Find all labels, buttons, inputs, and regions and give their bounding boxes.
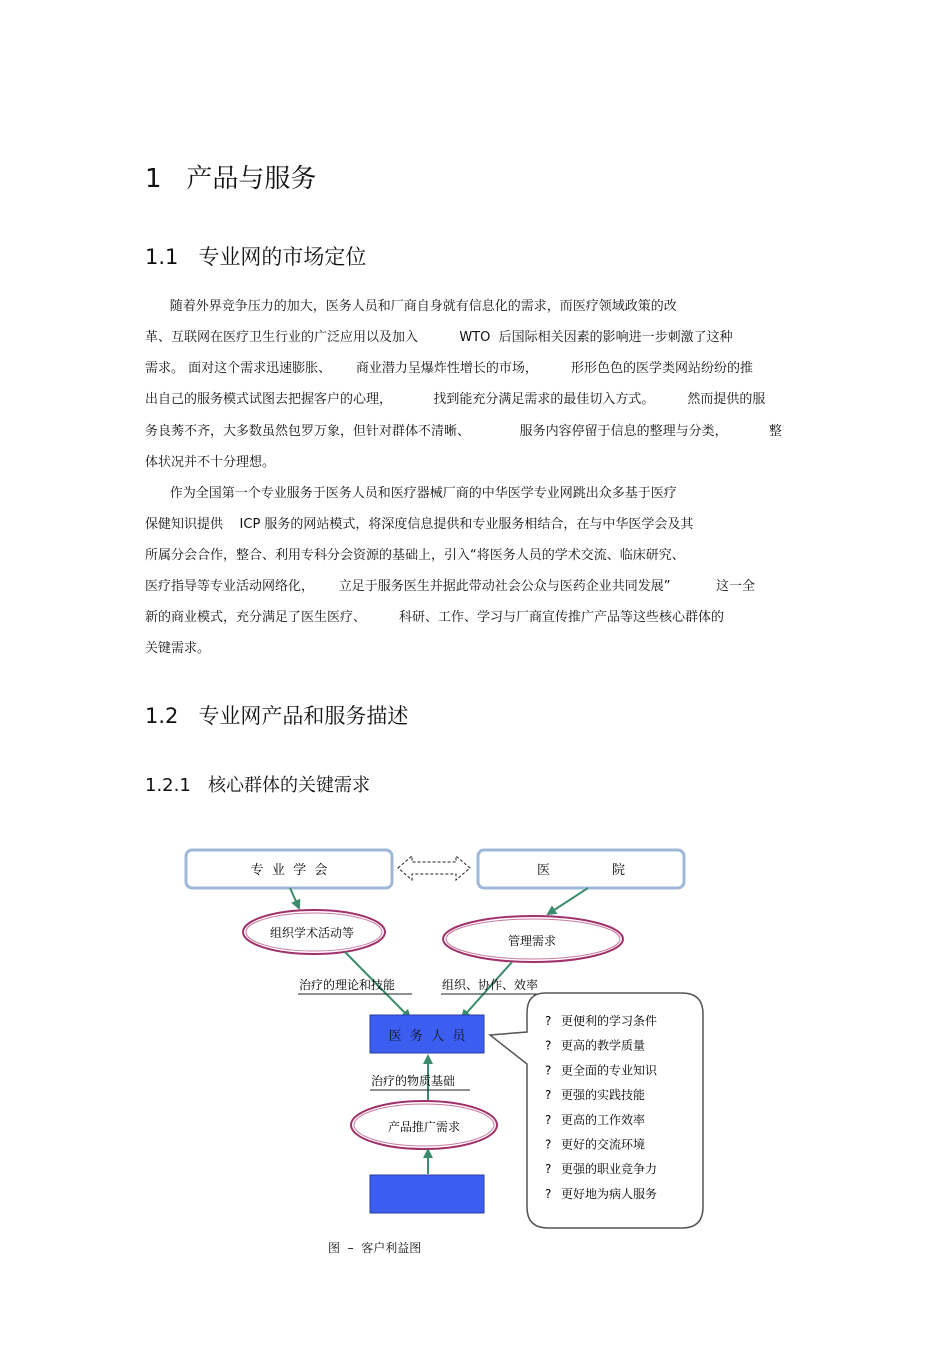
text-line: 出自己的服务模式试图去把握客户的心理， 找到能充分满足需求的最佳切入方式。 然而提供的服 <box>145 392 766 407</box>
bullet-mark: ? <box>545 1088 552 1103</box>
benefit-item: 更全面的专业知识 <box>561 1063 658 1078</box>
text-line: 务良莠不齐，大多数虽然包罗万象，但针对群体不清晰、 服务内容停留于信息的整理与分类， 整 <box>145 424 782 439</box>
heading-number: 1 <box>145 164 162 194</box>
heading-title: 产品与服务 <box>186 164 317 194</box>
bullet-mark: ? <box>545 1137 552 1152</box>
text-line: 新的商业模式，充分满足了医生医疗、 科研、工作、学习与厂商宣传推广产品等这些核心群体的 <box>145 610 725 625</box>
theory-label: 治疗的理论和技能 <box>299 978 396 992</box>
text-line: 革、互联网在医疗卫生行业的广泛应用以及加入 WTO 后国际相关因素的影响进一步刺激了这种 <box>145 330 733 345</box>
heading-number: 1.2 <box>145 704 179 728</box>
hospital-box <box>478 850 684 888</box>
product-oval <box>351 1101 497 1149</box>
society-label: 专 业 学 会 <box>250 863 328 878</box>
arrow-hospital-to-management <box>548 888 588 914</box>
bullet-mark: ? <box>545 1186 552 1201</box>
heading-number: 1.1 <box>145 245 179 269</box>
hospital-label: 医 院 <box>537 863 625 878</box>
text-line: 所属分会合作，整合、利用专科分会资源的基础上，引入“将医务人员的学术交流、临床研究、 <box>145 548 685 563</box>
benefit-item: 更强的职业竞争力 <box>561 1162 658 1177</box>
text-line: 需求。 面对这个需求迅速膨胀、 商业潜力呈爆炸性增长的市场， 形形色色的医学类网站纷纷的推 <box>145 361 753 376</box>
org-label-group <box>441 977 553 994</box>
material-label: 治疗的物质基础 <box>371 1074 456 1088</box>
bottom-box <box>370 1175 484 1213</box>
benefit-item: 更高的工作效率 <box>561 1112 646 1127</box>
benefit-item: 更好地为病人服务 <box>561 1186 658 1201</box>
double-arrow <box>398 856 470 880</box>
text-line: 关键需求。 <box>145 641 211 656</box>
benefit-item: 更强的实践技能 <box>561 1088 646 1103</box>
text-line: 体状况并不十分理想。 <box>145 455 276 470</box>
heading-title: 核心群体的关键需求 <box>207 775 370 796</box>
bullet-mark: ? <box>545 1112 552 1127</box>
heading-number: 1.2.1 <box>145 775 191 796</box>
bullet-mark: ? <box>545 1014 552 1028</box>
text-line: 保健知识提供 ICP 服务的网站模式，将深度信息提供和专业服务相结合，在与中华医学会及其 <box>145 517 694 532</box>
heading-title: 专业网的市场定位 <box>198 245 367 269</box>
society-box <box>186 850 392 888</box>
benefit-item: 更高的教学质量 <box>561 1038 646 1053</box>
management-oval <box>443 916 623 962</box>
material-label-group <box>370 1073 470 1090</box>
staff-box <box>370 1015 484 1053</box>
benefit-item: 更好的交流环境 <box>561 1137 646 1152</box>
benefits-callout <box>490 993 703 1228</box>
bullet-mark: ? <box>545 1038 552 1053</box>
text-line: 医疗指导等专业活动网络化， 立足于服务医生并据此带动社会公众与医药企业共同发展” 这一全 <box>145 579 755 594</box>
academic-oval <box>243 910 385 954</box>
text-line: 随着外界竞争压力的加大，医务人员和厂商自身就有信息化的需求，而医疗领域政策的改 <box>145 299 677 314</box>
academic-label: 组织学术活动等 <box>269 926 355 940</box>
figure-caption: 图 – 客户利益图 <box>328 1241 422 1255</box>
management-label: 管理需求 <box>507 934 557 948</box>
text-line: 作为全国第一个专业服务于医务人员和医疗器械厂商的中华医学专业网跳出众多基于医疗 <box>145 486 677 501</box>
heading-title: 专业网产品和服务描述 <box>198 704 409 728</box>
arrow-society-to-academic <box>290 888 299 908</box>
staff-label: 医 务 人 员 <box>388 1029 466 1044</box>
org-label: 组织、协作、效率 <box>442 978 539 992</box>
bullet-mark: ? <box>545 1162 552 1177</box>
benefit-item: 更便利的学习条件 <box>561 1014 658 1028</box>
theory-label-group <box>298 977 412 994</box>
product-label: 产品推广需求 <box>387 1120 461 1134</box>
bullet-mark: ? <box>545 1063 552 1078</box>
